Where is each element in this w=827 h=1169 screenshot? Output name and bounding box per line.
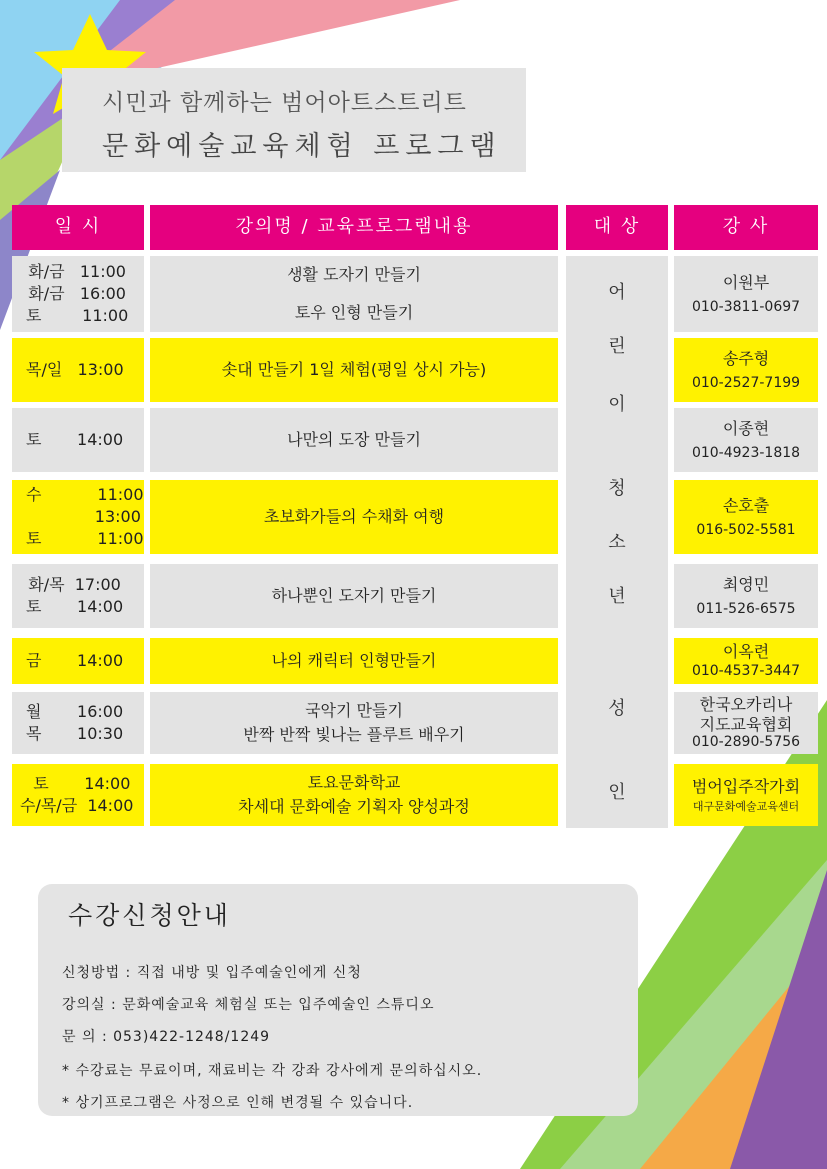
instructor-phone: 010-2527-7199 <box>691 374 801 391</box>
target-char: 이 <box>608 394 626 415</box>
table-row-3-program <box>150 408 558 472</box>
target-char: 청 <box>608 478 626 499</box>
table-row-2-when <box>12 338 144 402</box>
when-line: 토 11:00 <box>26 306 129 325</box>
info-line: * 수강료는 무료이며, 재료비는 각 강좌 강사에게 문의하십시오. <box>62 1063 483 1079</box>
when-line: 월 16:00 <box>26 702 124 721</box>
when-line: 수/목/금 14:00 <box>20 796 134 815</box>
table-row-4-when <box>12 480 144 554</box>
table-row-4-instructor <box>674 480 818 554</box>
when-line: 화/목 17:00 <box>28 575 121 594</box>
header-instructor: 강 사 <box>674 205 818 250</box>
program-line: 토요문화학교 <box>307 773 401 792</box>
target-char: 성 <box>608 698 626 719</box>
table-row-5-program <box>150 564 558 628</box>
info-line: 신청방법 : 직접 내방 및 입주예술인에게 신청 <box>62 965 362 981</box>
instructor-phone: 010-4923-1818 <box>691 444 801 461</box>
target-char: 소 <box>608 532 626 553</box>
instructor-name: 송주형 <box>722 349 770 368</box>
instructor-name: 최영민 <box>722 575 770 594</box>
table-row-6-program <box>150 638 558 684</box>
table-row-2-instructor <box>674 338 818 402</box>
instructor-phone: 016-502-5581 <box>696 521 796 538</box>
when-line: 토 14:00 <box>26 597 124 616</box>
instructor-phone: 011-526-6575 <box>696 600 796 617</box>
target-char: 린 <box>608 336 626 357</box>
title-line-2: 문화예술교육체험 프로그램 <box>102 131 502 162</box>
table-row-7-instructor <box>674 692 818 754</box>
program-line: 하나뿐인 도자기 만들기 <box>271 586 437 605</box>
instructor-name: 이옥련 <box>722 641 770 661</box>
header-target: 대 상 <box>566 205 668 250</box>
table-row-8-when <box>12 764 144 826</box>
table-row-7-when <box>12 692 144 754</box>
program-line: 토우 인형 만들기 <box>294 303 414 322</box>
table-row-8-instructor <box>674 764 818 826</box>
table-row-6-instructor <box>674 638 818 684</box>
when-line: 토 14:00 <box>23 774 131 793</box>
table-row-4-program <box>150 480 558 554</box>
table-row-3-when <box>12 408 144 472</box>
registration-info-panel <box>38 884 638 1116</box>
when-line: 13:00 <box>28 507 141 526</box>
target-column <box>566 256 668 828</box>
table-row-6-when <box>12 638 144 684</box>
header-when: 일 시 <box>12 205 144 250</box>
instructor-org: 대구문화예술교육센터 <box>692 799 800 813</box>
program-line: 초보화가들의 수채화 여행 <box>263 507 445 526</box>
target-char: 어 <box>608 282 626 303</box>
table-row-3-instructor <box>674 408 818 472</box>
target-char: 인 <box>608 782 626 803</box>
program-line: 생활 도자기 만들기 <box>287 265 421 284</box>
when-line: 화/금 16:00 <box>28 284 126 303</box>
when-line: 금 14:00 <box>26 651 124 670</box>
when-line: 화/금 11:00 <box>28 262 126 281</box>
table-row-1-instructor <box>674 256 818 332</box>
info-line: 문 의 : 053)422-1248/1249 <box>62 1029 271 1045</box>
table-row-1-when <box>12 256 144 332</box>
info-line: 강의실 : 문화예술교육 체험실 또는 입주예술인 스튜디오 <box>62 997 435 1013</box>
program-line: 반짝 반짝 빛나는 플루트 배우기 <box>243 725 465 744</box>
table-row-1-program <box>150 256 558 332</box>
when-line: 토 14:00 <box>26 430 124 449</box>
info-title: 수강신청안내 <box>68 901 231 930</box>
title-panel <box>62 68 526 172</box>
when-line: 토 11:00 <box>26 529 144 548</box>
table-row-5-instructor <box>674 564 818 628</box>
info-line: * 상기프로그램은 사정으로 인해 변경될 수 있습니다. <box>62 1095 414 1111</box>
table-row-5-when <box>12 564 144 628</box>
table-row-2-program <box>150 338 558 402</box>
header-program: 강의명 / 교육프로그램내용 <box>150 205 558 250</box>
when-line: 수 11:00 <box>26 485 144 504</box>
program-line: 차세대 문화예술 기획자 양성과정 <box>238 797 470 816</box>
table-row-7-program <box>150 692 558 754</box>
instructor-name: 한국오카리나 지도교육협회 <box>699 695 793 734</box>
when-line: 목 10:30 <box>26 724 124 743</box>
instructor-phone: 010-4537-3447 <box>691 663 801 680</box>
instructor-name: 손호출 <box>722 496 770 515</box>
instructor-name: 범어입주작가회 <box>691 776 801 796</box>
instructor-phone: 010-3811-0697 <box>691 298 801 315</box>
when-line: 목/일 13:00 <box>26 360 124 379</box>
instructor-name: 이원부 <box>722 273 770 292</box>
program-line: 나만의 도장 만들기 <box>287 430 421 449</box>
title-line-1: 시민과 함께하는 범어아트스트리트 <box>102 90 467 116</box>
target-char: 년 <box>608 586 626 607</box>
program-line: 국악기 만들기 <box>305 701 403 720</box>
program-line: 나의 캐릭터 인형만들기 <box>271 651 437 670</box>
instructor-phone: 010-2890-5756 <box>691 733 801 750</box>
instructor-name: 이종현 <box>722 419 770 438</box>
table-row-8-program <box>150 764 558 826</box>
program-line: 솟대 만들기 1일 체험(평일 상시 가능) <box>221 360 487 379</box>
